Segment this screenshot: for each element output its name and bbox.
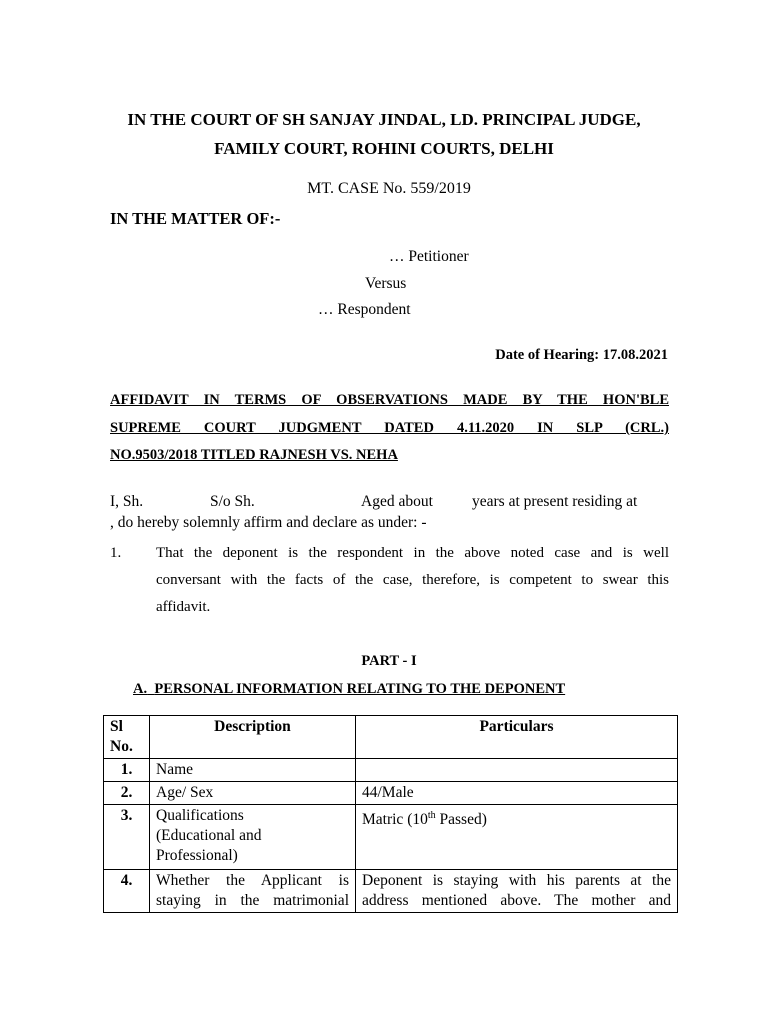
row-particulars: 44/Male bbox=[356, 782, 678, 805]
table-row bbox=[104, 805, 678, 870]
row-particulars bbox=[356, 870, 678, 913]
row-sl: 1. bbox=[104, 759, 150, 782]
part-heading: PART - I bbox=[361, 653, 417, 669]
personal-info-table bbox=[103, 715, 678, 913]
row-particulars bbox=[356, 805, 678, 870]
row-description-line: Qualifications bbox=[156, 807, 244, 824]
row-particulars bbox=[356, 759, 678, 782]
particulars-text: Matric (10 bbox=[362, 811, 428, 829]
row-description: Age/ Sex bbox=[150, 782, 356, 805]
declaration-word-2: S/o Sh. bbox=[210, 493, 255, 510]
header-sl-no: Sl No. bbox=[104, 716, 150, 759]
petitioner-label: … Petitioner bbox=[389, 248, 469, 265]
versus-label: Versus bbox=[365, 275, 407, 292]
point-1-line1: That the deponent is the respondent in the above noted case and is well bbox=[156, 545, 669, 561]
section-a-letter: A. bbox=[133, 681, 148, 697]
declaration-word-4: years at present residing at bbox=[472, 493, 638, 510]
row-description bbox=[150, 805, 356, 870]
header-particulars: Particulars bbox=[356, 716, 678, 759]
respondent-label: … Respondent bbox=[318, 301, 411, 318]
point-1-number: 1. bbox=[110, 545, 122, 561]
row-description-line: staying in the matrimonial bbox=[156, 892, 349, 909]
row-sl: 3. bbox=[104, 805, 150, 870]
row-description-line: Whether the Applicant is bbox=[156, 872, 349, 889]
point-1-line2: conversant with the facts of the case, therefore, is competent to swear this bbox=[156, 572, 669, 588]
row-sl: 2. bbox=[104, 782, 150, 805]
court-title-line2: FAMILY COURT, ROHINI COURTS, DELHI bbox=[214, 139, 554, 158]
table-row bbox=[104, 782, 678, 805]
row-description-line: Professional) bbox=[156, 847, 238, 864]
row-description: Name bbox=[150, 759, 356, 782]
row-description bbox=[150, 870, 356, 913]
affidavit-title-line2: SUPREME COURT JUDGMENT DATED 4.11.2020 IN SLP (CRL.) bbox=[110, 420, 669, 436]
table-header-row bbox=[104, 716, 678, 759]
table-row bbox=[104, 870, 678, 913]
in-the-matter-of: IN THE MATTER OF:- bbox=[110, 209, 281, 228]
particulars-text-end: Passed) bbox=[435, 811, 487, 829]
declaration-word-3: Aged about bbox=[361, 493, 433, 510]
particulars-superscript: th bbox=[427, 810, 436, 821]
table-row bbox=[104, 759, 678, 782]
row-sl: 4. bbox=[104, 870, 150, 913]
section-a-title: PERSONAL INFORMATION RELATING TO THE DEPONENT bbox=[154, 681, 566, 697]
affidavit-title-line1: AFFIDAVIT IN TERMS OF OBSERVATIONS MADE BY THE HON'BLE bbox=[110, 392, 669, 408]
row-particulars-line: Deponent is staying with his parents at the bbox=[362, 872, 671, 889]
row-particulars-line: address mentioned above. The mother and bbox=[362, 892, 671, 909]
header-description: Description bbox=[150, 716, 356, 759]
declaration-word-1: I, Sh. bbox=[110, 493, 144, 510]
point-1-line3: affidavit. bbox=[156, 599, 211, 615]
section-a-heading bbox=[133, 681, 565, 698]
court-title-line1: IN THE COURT OF SH SANJAY JINDAL, LD. PRINCIPAL JUDGE, bbox=[127, 110, 641, 129]
date-of-hearing: Date of Hearing: 17.08.2021 bbox=[495, 347, 668, 363]
case-number: MT. CASE No. 559/2019 bbox=[307, 180, 471, 197]
row-description-line: (Educational and bbox=[156, 827, 262, 844]
declaration-line2: , do hereby solemnly affirm and declare as under: - bbox=[110, 514, 427, 531]
affidavit-title-line3: NO.9503/2018 TITLED RAJNESH VS. NEHA bbox=[110, 447, 398, 463]
